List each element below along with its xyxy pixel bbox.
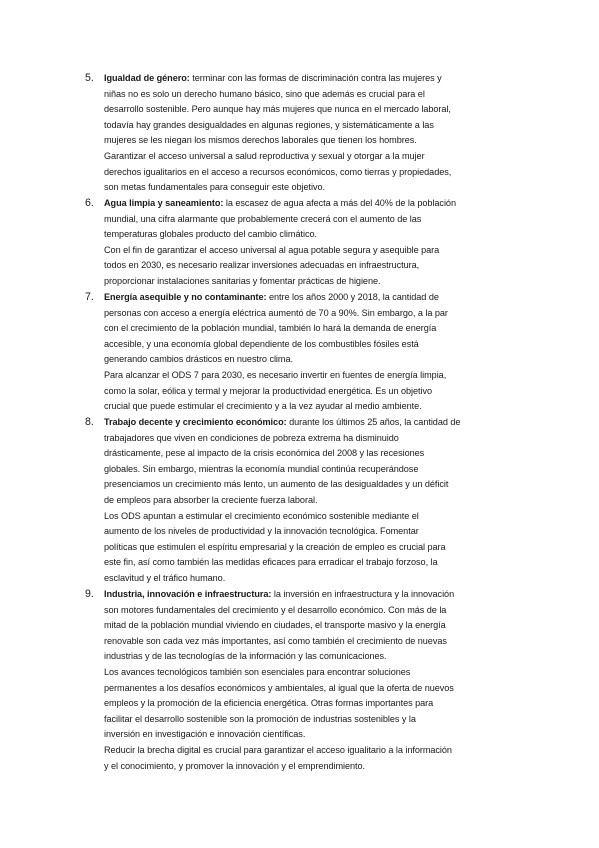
text-line: Los avances tecnológicos también son esenciales para encontrar soluciones bbox=[104, 666, 411, 677]
list-item-7 bbox=[85, 290, 524, 415]
list-item-6 bbox=[85, 196, 524, 290]
text-line: inversión en investigación e innovación científicas. bbox=[104, 729, 306, 740]
text-line: derechos igualitarios en el acceso a recursos económicos, como tierras y propiedades, bbox=[104, 166, 452, 177]
text-line: personas con acceso a energía eléctrica aumentó de 70 a 90%. Sin embargo, a la par bbox=[104, 307, 448, 318]
item-number: 8. bbox=[85, 416, 94, 428]
text-line: Los ODS apuntan a estimular el crecimiento económico sostenible mediante el bbox=[104, 510, 419, 521]
list-item-9 bbox=[85, 587, 524, 774]
text-line: presenciamos un crecimiento más lento, un aumento de las desigualdades y un déficit bbox=[104, 479, 449, 490]
text-line: con el crecimiento de la población mundial, también lo hará la demanda de energía bbox=[104, 323, 437, 334]
text-line: trabajadores que viven en condiciones de pobreza extrema ha disminuido bbox=[104, 432, 399, 443]
text-line: permanentes a los desafíos económicos y ambientales, al igual que la oferta de nuevos bbox=[104, 682, 454, 693]
text-line: renovable son cada vez más importantes, así como también el crecimiento de nuevas bbox=[104, 635, 447, 646]
text-line: Agua limpia y saneamiento: la escasez de agua afecta a más del 40% de la población bbox=[104, 198, 456, 208]
item-heading: Igualdad de género: bbox=[104, 73, 190, 83]
text-line: niñas no es solo un derecho humano básico, sino que además es crucial para el bbox=[104, 88, 425, 99]
text-line: industrias y de las tecnologías de la información y las comunicaciones. bbox=[104, 651, 387, 662]
item-number: 7. bbox=[85, 291, 94, 303]
text-line: aumento de los niveles de productividad y la innovación tecnológica. Fomentar bbox=[104, 526, 419, 537]
text-line: todavía hay grandes desigualdades en algunas regiones, y sistemáticamente a las bbox=[104, 119, 434, 130]
item-heading: Energía asequible y no contaminante: bbox=[104, 292, 267, 302]
text-line: Reducir la brecha digital es crucial para garantizar el acceso igualitario a la información bbox=[104, 744, 452, 755]
item-number: 6. bbox=[85, 197, 94, 209]
text-line: proporcionar instalaciones sanitarias y fomentar prácticas de higiene. bbox=[104, 275, 381, 286]
text-line: son motores fundamentales del crecimiento y el desarrollo económico. Con más de la bbox=[104, 604, 447, 615]
text-line: esclavitud y el tráfico humano. bbox=[104, 572, 226, 583]
text-line: de empleos para absorber la creciente fuerza laboral. bbox=[104, 494, 318, 505]
text-line: Energía asequible y no contaminante: entre los años 2000 y 2018, la cantidad de bbox=[104, 292, 439, 302]
text-line: mitad de la población mundial viviendo en ciudades, el transporte masivo y la energía bbox=[104, 620, 446, 631]
list-item-5 bbox=[85, 71, 524, 196]
text-line: globales. Sin embargo, mientras la economía mundial continúa recuperándose bbox=[104, 463, 419, 474]
text-line: Con el fin de garantizar el acceso universal al agua potable segura y asequible para bbox=[104, 244, 440, 255]
item-heading: Industria, innovación e infraestructura: bbox=[104, 589, 272, 599]
text-line: accesible, y una economía global dependiente de los combustibles fósiles está bbox=[104, 338, 419, 349]
item-heading: Trabajo decente y crecimiento económico: bbox=[104, 417, 287, 427]
text-line: facilitar el desarrollo sostenible son la promoción de industrias sostenibles y la bbox=[104, 713, 416, 724]
text-line: temperaturas globales producto del cambio climático. bbox=[104, 229, 317, 240]
text-line: Trabajo decente y crecimiento económico: durante los últimos 25 años, la cantidad de bbox=[104, 417, 461, 427]
text-line: mujeres se les niegan los mismos derechos laborales que tienen los hombres. bbox=[104, 135, 417, 146]
text-line: son metas fundamentales para conseguir este objetivo. bbox=[104, 182, 326, 193]
text-line: Para alcanzar el ODS 7 para 2030, es necesario invertir en fuentes de energía limpia, bbox=[104, 369, 447, 380]
text-line: todos en 2030, es necesario realizar inversiones adecuadas en infraestructura, bbox=[104, 260, 420, 271]
text-line: políticas que estimulen el espíritu empresarial y la creación de empleo es crucial para bbox=[104, 541, 446, 552]
text-line: mundial, una cifra alarmante que probablemente crecerá con el aumento de las bbox=[104, 213, 422, 224]
text-line: crucial que puede estimular el crecimiento y a la vez ayudar al medio ambiente. bbox=[104, 401, 422, 412]
list-item-8 bbox=[85, 415, 524, 587]
text-line: desarrollo sostenible. Pero aunque hay más mujeres que nunca en el mercado laboral, bbox=[104, 104, 451, 115]
text-line: Igualdad de género: terminar con las formas de discriminación contra las mujeres y bbox=[104, 73, 442, 83]
text-line: drásticamente, pese al impacto de la crisis económica del 2008 y las recesiones bbox=[104, 448, 425, 459]
text-line: Industria, innovación e infraestructura: la inversión en infraestructura y la innovación bbox=[104, 589, 455, 599]
item-number: 9. bbox=[85, 588, 94, 600]
text-line: este fin, así como también las medidas eficaces para erradicar el trabajo forzoso, la bbox=[104, 557, 438, 568]
text-line: y el conocimiento, y promover la innovación y el emprendimiento. bbox=[104, 760, 366, 771]
text-line: como la solar, eólica y termal y mejorar la productividad energética. Es un objetivo bbox=[104, 385, 433, 396]
text-line: Garantizar el acceso universal a salud reproductiva y sexual y otorgar a la mujer bbox=[104, 150, 425, 161]
text-line: empleos y la promoción de la eficiencia energética. Otras formas importantes para bbox=[104, 698, 434, 709]
item-heading: Agua limpia y saneamiento: bbox=[104, 198, 224, 208]
text-line: generando cambios drásticos en nuestro clima. bbox=[104, 354, 293, 365]
item-number: 5. bbox=[85, 72, 94, 84]
